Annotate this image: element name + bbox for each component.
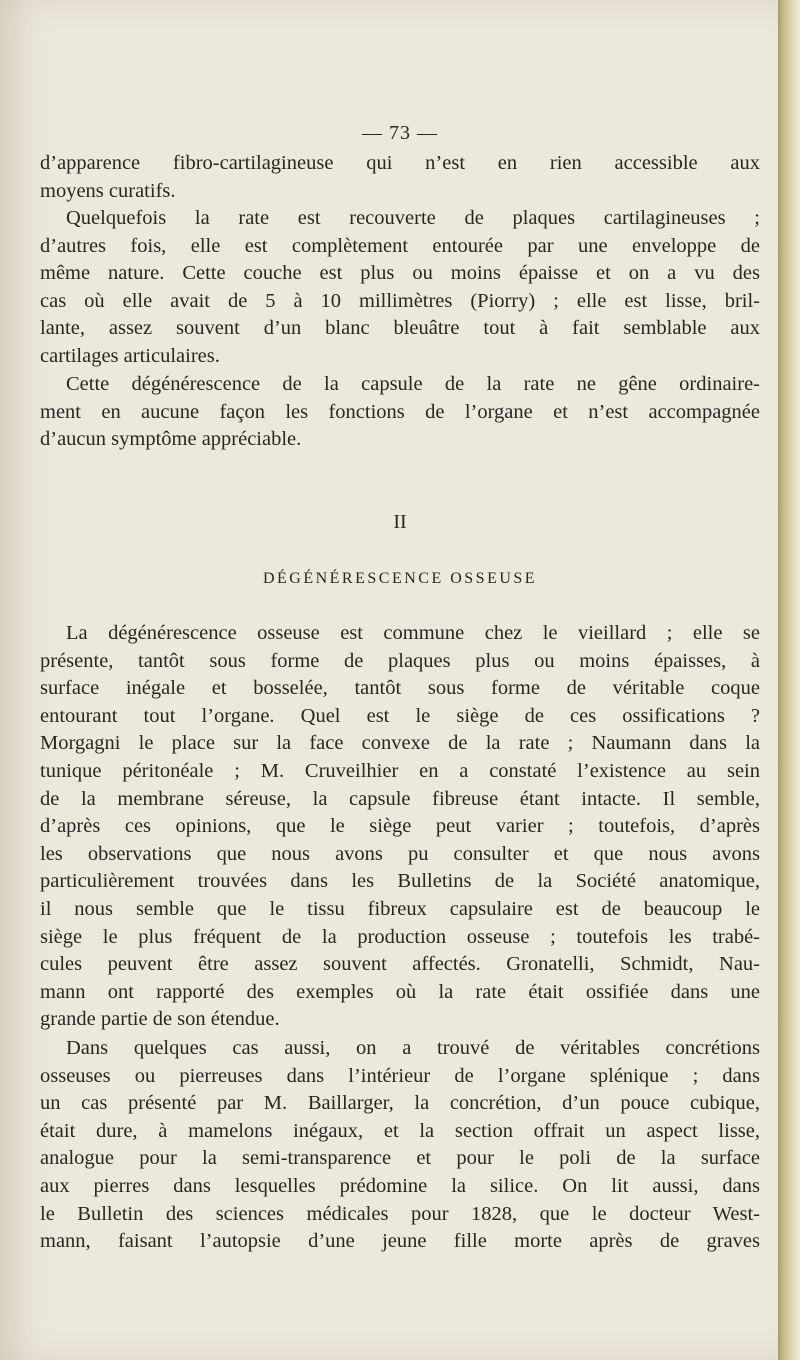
paragraph-capsule-degeneration [40, 371, 760, 454]
text-line: cules peuvent être assez souvent affectés. Gronatelli, Schmidt, Nau- [40, 953, 760, 976]
text-line: mann ont rapporté des exemples où la rate était ossifiée dans une [40, 980, 760, 1003]
text-line: le Bulletin des sciences médicales pour 1828, que le docteur West- [40, 1202, 760, 1225]
text-line: Dans quelques cas aussi, on a trouvé de véritables concrétions [66, 1037, 760, 1059]
text-line: était dure, à mamelons inégaux, et la section offrait un aspect lisse, [40, 1119, 760, 1142]
text-line: aux pierres dans lesquelles prédomine la silice. On lit aussi, dans [40, 1174, 760, 1197]
text-line: d’après ces opinions, que le siège peut varier ; toutefois, d’après [40, 815, 760, 838]
text-line: ment en aucune façon les fonctions de l’organe et n’est accompagnée [40, 400, 760, 423]
text-line: La dégénérescence osseuse est commune chez le vieillard ; elle se [66, 622, 760, 644]
paragraph-concretions [40, 1035, 760, 1256]
text-line: grande partie de son étendue. [40, 1008, 280, 1031]
text-line: il nous semble que le tissu fibreux capsulaire est de beaucoup le [40, 897, 760, 920]
text-line: Morgagni le place sur la face convexe de la rate ; Naumann dans la [40, 732, 760, 755]
page-edge-shadow [778, 0, 800, 1360]
text-line: particulièrement trouvées dans les Bulletins de la Société anatomique, [40, 870, 760, 893]
text-line: surface inégale et bosselée, tantôt sous forme de véritable coque [40, 677, 760, 700]
text-line: un cas présenté par M. Baillarger, la concrétion, d’un pouce cubique, [40, 1092, 760, 1115]
text-line: de la membrane séreuse, la capsule fibreuse étant intacte. Il semble, [40, 787, 760, 810]
text-line: Cette dégénérescence de la capsule de la rate ne gêne ordinaire- [66, 373, 760, 395]
paragraph-continuation [40, 150, 760, 205]
text-line: d’aucun symptôme appréciable. [40, 428, 302, 451]
page-number: — 73 — [362, 122, 438, 144]
text-line: Quelquefois la rate est recouverte de plaques cartilagineuses ; [66, 207, 760, 229]
section-number: II [393, 511, 407, 533]
text-line: présente, tantôt sous forme de plaques plus ou moins épaisses, à [40, 649, 760, 672]
text-line: d’apparence fibro-cartilagineuse qui n’est en rien accessible aux [40, 152, 760, 174]
text-line: analogue pour la semi-transparence et pour le poli de la surface [40, 1147, 760, 1170]
text-line: entourant tout l’organe. Quel est le siège de ces ossifications ? [40, 704, 760, 727]
section-title: DÉGÉNÉRESCENCE OSSEUSE [262, 570, 538, 587]
text-line: cartilages articulaires. [40, 344, 220, 367]
text-line: cas où elle avait de 5 à 10 millimètres (Piorry) ; elle est lisse, bril- [40, 289, 760, 312]
text-line: même nature. Cette couche est plus ou moins épaisse et on a vu des [40, 262, 760, 285]
paragraph-cartilaginous-plaques [40, 205, 760, 371]
text-line: les observations que nous avons pu consulter et que nous avons [40, 842, 760, 865]
text-line: siège le plus fréquent de la production osseuse ; toutefois les trabé- [40, 925, 760, 948]
text-line: tunique péritonéale ; M. Cruveilhier en a constaté l’existence au sein [40, 759, 760, 782]
paragraph-osseous-degeneration [40, 620, 760, 1034]
text-line: moyens curatifs. [40, 179, 176, 202]
text-line: mann, faisant l’autopsie d’une jeune fille morte après de graves [40, 1230, 760, 1253]
text-line: lante, assez souvent d’un blanc bleuâtre tout à fait semblable aux [40, 317, 760, 340]
text-line: d’autres fois, elle est complètement entourée par une enveloppe de [40, 234, 760, 257]
text-line: osseuses ou pierreuses dans l’intérieur de l’organe splénique ; dans [40, 1064, 760, 1087]
